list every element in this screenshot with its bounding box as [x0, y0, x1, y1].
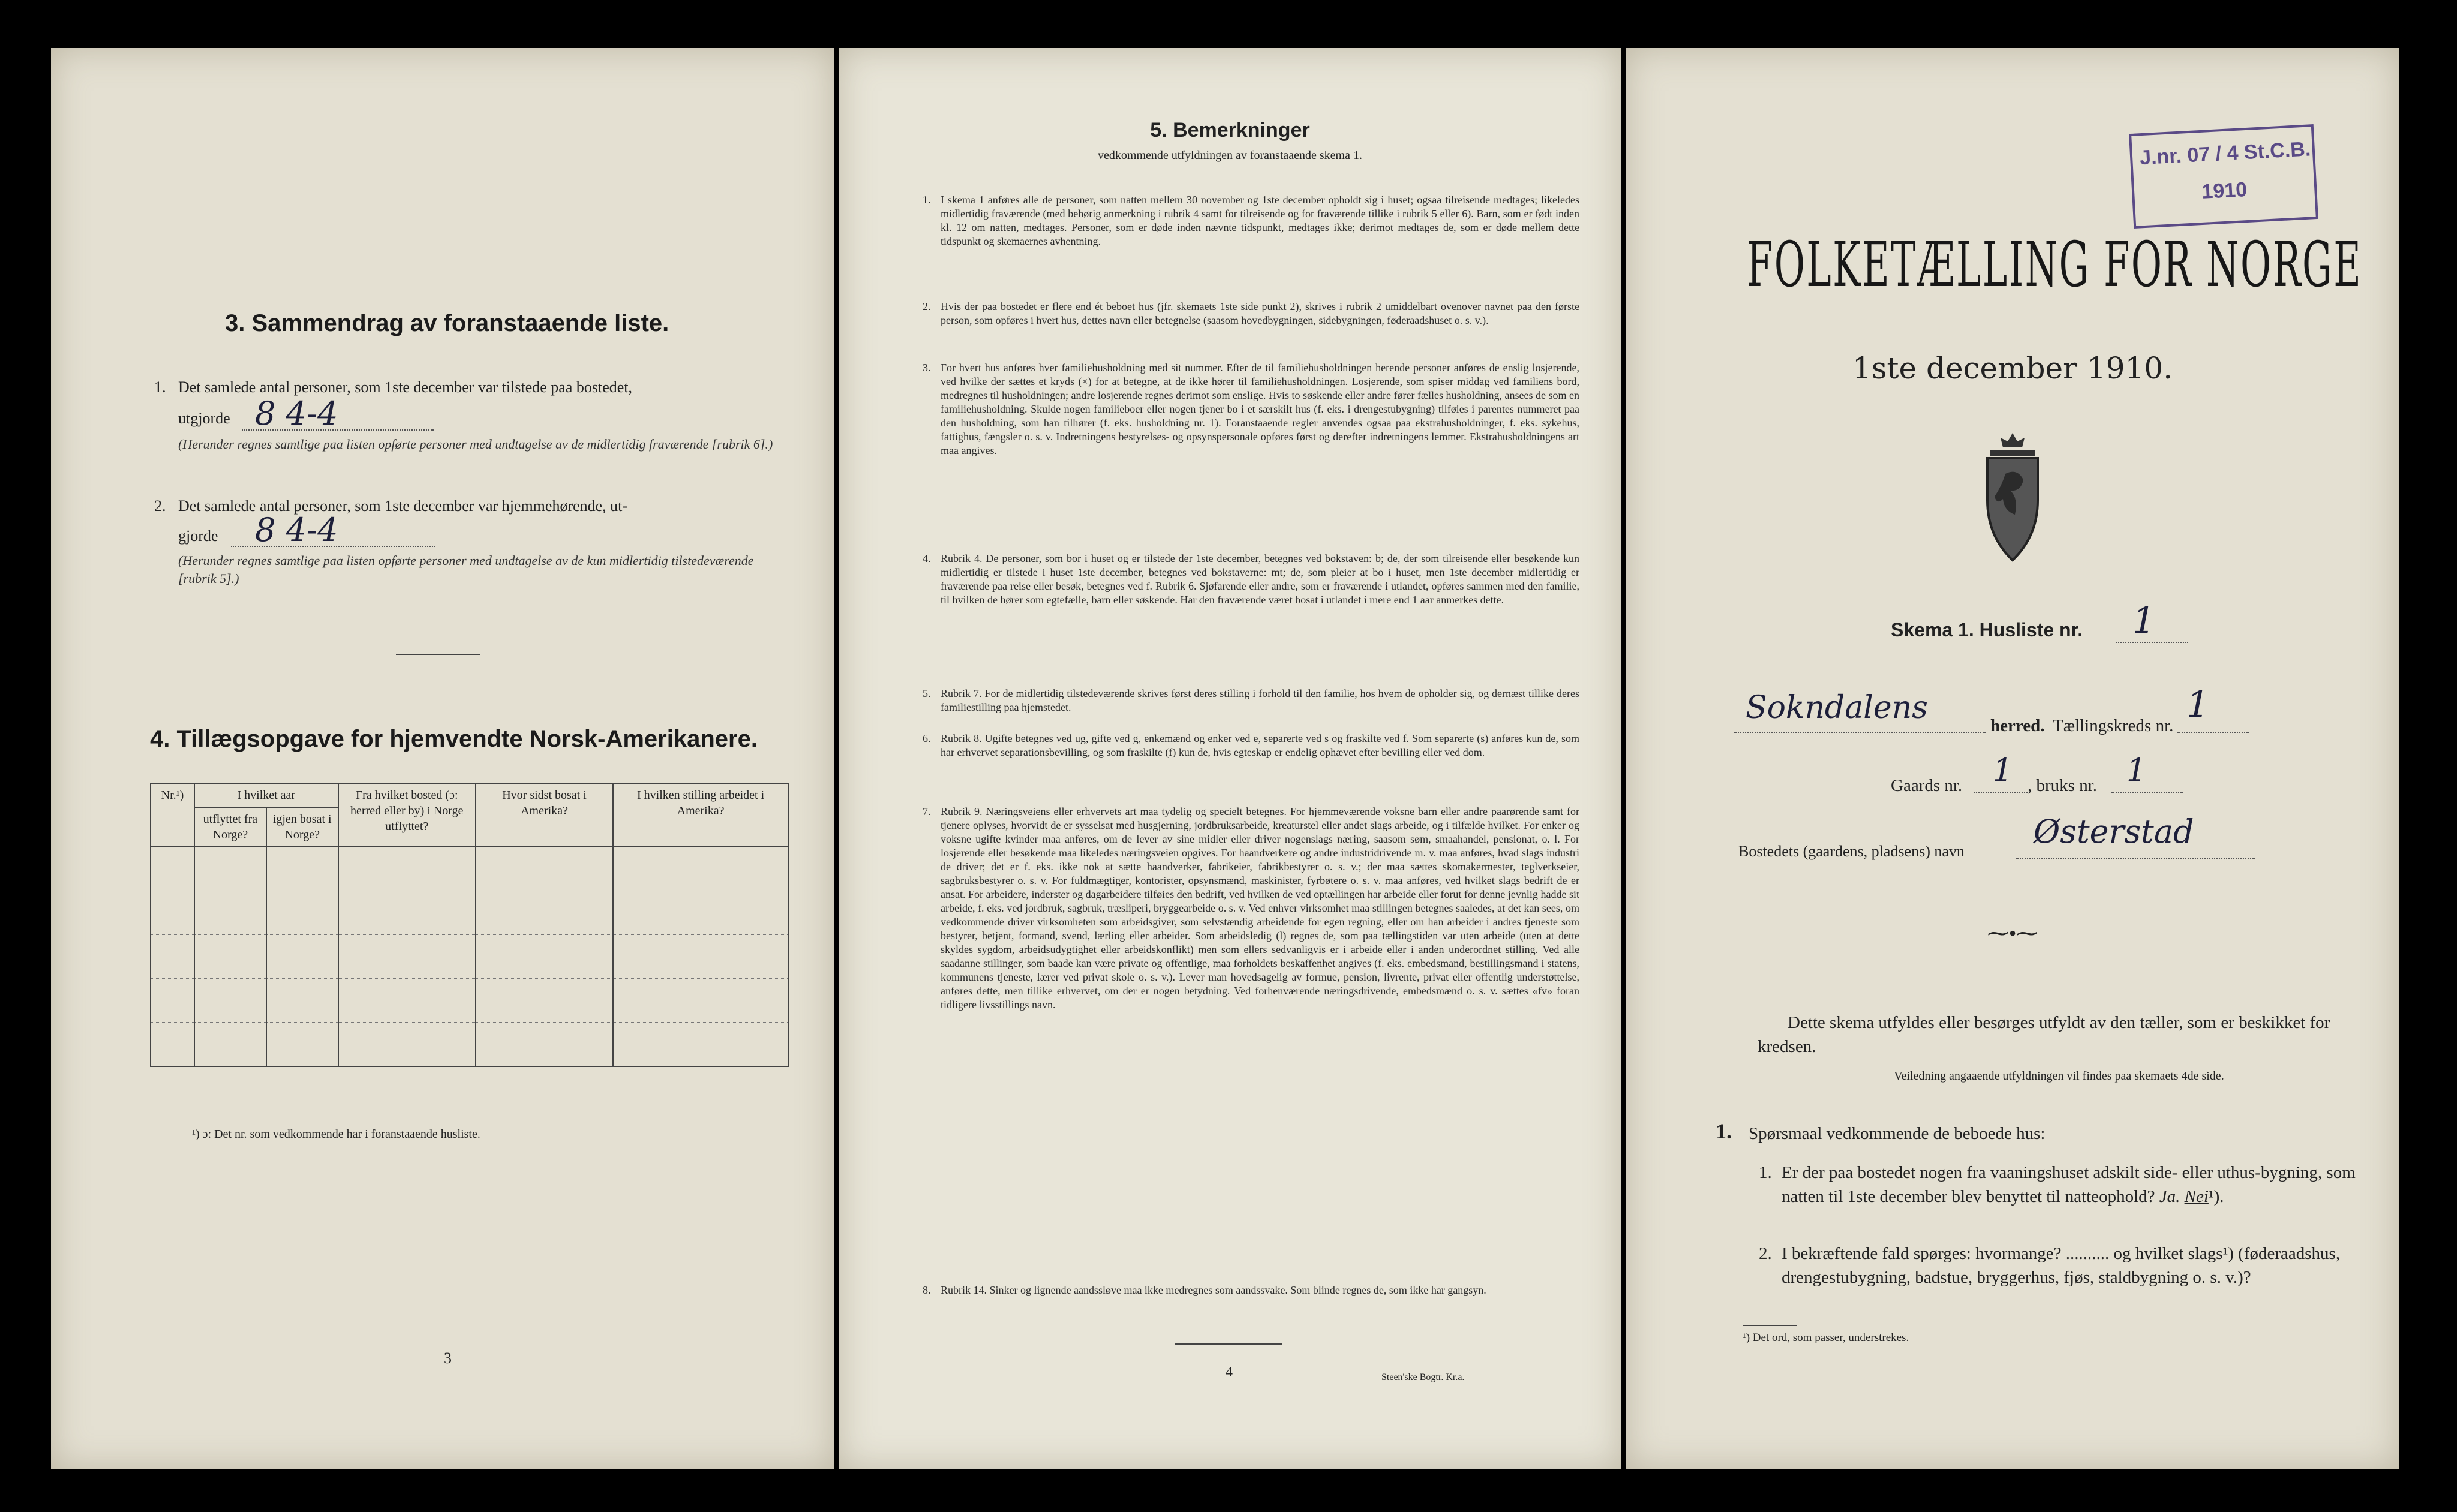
- item2-dotline: [231, 546, 435, 547]
- divider-rule: [396, 654, 480, 655]
- remark-5: 5. Rubrik 7. For de midlertidig tilstedeværende skrives først deres stilling i forhold til den familie, hos hvem de opholder sig, og dernæst tillike deres familiestilling paa hjemstedet.: [923, 687, 1579, 713]
- q2-number: 2.: [1759, 1244, 1772, 1263]
- item1-text: Det samlede antal personer, som 1ste december var tilstede paa bostedet,: [178, 378, 633, 396]
- bosted-dotline: [2016, 858, 2255, 859]
- col-year-out: utflyttet fra Norge?: [194, 807, 266, 847]
- section-3-title: 3. Sammendrag av foranstaaende liste.: [225, 310, 669, 336]
- item1-utgjorde: utgjorde: [178, 410, 230, 427]
- item1-dotline: [242, 429, 434, 431]
- page-number: 4: [1226, 1364, 1233, 1380]
- q2-text: I bekræftende fald spørges: hvormange? .......... og hvilket slags¹) (føderaadshus, drengestubygning, badstue, bryggerhus, fjøs, staldbygning o. s. v.)?: [1782, 1244, 2341, 1287]
- item2-note: (Herunder regnes samtlige paa listen opførte personer med undtagelse av de kun midlertidig tilstedeværende [rubrik 5].): [178, 553, 754, 586]
- guidance-text: Veiledning angaaende utfyldningen vil findes paa skemaets 4de side.: [1894, 1069, 2224, 1083]
- item1-number: 1.: [154, 378, 166, 396]
- remarks-end-rule: [1175, 1343, 1282, 1345]
- item1-note: (Herunder regnes samtlige paa listen opførte personer med undtagelse av de midlertidig fraværende [rubrik 6].): [178, 437, 773, 452]
- table-row: [151, 847, 788, 891]
- page-4-remarks: [839, 48, 1621, 1469]
- item2-handwritten-value: 8 4-4: [255, 511, 338, 549]
- page-3-summary: [51, 48, 834, 1469]
- col-job: I hvilken stilling arbeidet i Amerika?: [613, 783, 788, 847]
- herred-label: herred.: [1990, 716, 2045, 735]
- questions-head-number: 1.: [1716, 1119, 1732, 1143]
- page-number: 3: [444, 1349, 452, 1367]
- table-row: [151, 979, 788, 1023]
- col-from: Fra hvilket bosted (ɔ: herred eller by) i Norge utflyttet?: [338, 783, 476, 847]
- remark-1: 1. I skema 1 anføres alle de personer, som natten mellem 30 november og 1ste december opholdt sig i huset; ogsaa tilreisende medtages; likeledes midlertidig fraværende (med behørig anmerkning i rubrik 4 samt for tilreisende og for fraværende tillike i rubrik 5 eller 6). Barn, som er født inden kl. 12 om natten, medtages. Personer, som er døde inden nævnte tidspunkt, medtages ikke; derimot medtages de, som er døde mellem dette tidspunkt og skemaernes avhentning.: [923, 194, 1579, 247]
- kreds-label: Tællingskreds nr.: [2053, 716, 2174, 735]
- section-4-title: 4. Tillægsopgave for hjemvendte Norsk-Amerikanere.: [150, 726, 758, 752]
- herred-value: Sokndalens: [1746, 690, 1928, 726]
- skema-dotline: [2116, 642, 2188, 643]
- item1-handwritten-value: 8 4-4: [255, 395, 338, 432]
- item2-text: Det samlede antal personer, som 1ste december var hjemmehørende, ut-: [178, 497, 628, 515]
- census-title: FOLKETÆLLING FOR NORGE: [1747, 228, 2363, 301]
- skema-label: Skema 1. Husliste nr.: [1891, 619, 2083, 641]
- remark-7: 7. Rubrik 9. Næringsveiens eller erhvervets art maa tydelig og specielt betegnes. For hjemmeværende voksne barn eller andre paarørende samt for tjenere oplyses, hvorvidt de er sysselsat med husgjerning, jordbruksarbeide, kreaturstel eller andet slags arbeide, og i tilfælde hvilket. For enker og voksne ugifte kvinder maa anføres, om de lever av sine midler eller driver nogenslags næring, saasom søm, smaahandel, pensionat, o. l. For losjerende eller besøkende maa likeledes næringsveien opgives. For haandverkere og andre industridrivende m. v. maa anføres, hvad slags industri de driver; det er f. eks. ikke nok at sætte haandverker, fabrikeier, fabrikbestyrer o. s. v.; der maa sættes skomakermester, teglverkseier, sagbruksbestyrer o. s. v. For fuldmægtiger, kontorister, opsynsmænd, maskinister, fyrbøtere o. s. v. maa anføres, ved hvilket slags bedrift de er ansat. For arbeidere, inderster og dagarbeidere tilføies den bedrift, ved hvilken de ved optællingen har arbeide eller forut for denne jevnlig hadde sit arbeide, f. eks. ved jordbruk, sagbruk, træsliperi, bryggearbeide o. s. v. Ved enhver virksomhet maa stillingen betegnes saaledes, at det kan sees, om vedkommende driver virksomheten som arbeidsgiver, som selvstændig arbeidende for egen regning, eller om han arbeider i andres tjeneste som bestyrer, betjent, formand, svend, lærling eller arbeider. Som arbeidsledig (l) regnes de, som paa tællingstiden var uten arbeide (uten at dette skyldes sygdom, arbeidsudygtighet eller arbeidskonflikt) men som ellers sedvanligvis er i arbeide eller i anden underordnet stilling. Ved alle saadanne stillinger, som baade kan være private og offentlige, maa forholdets beskaffenhet angives (f. eks. embedsmand, bestillingsmand i statens, kommunens tjeneste, lærer ved privat skole o. s. v.). Lever man hovedsagelig av formue, pension, livrente, privat eller offentlig understøttelse, anføres dette, men tillike erhvervet, om der er nogen betydning. Ved forhenværende næringsdrivende, embedsmænd o. s. v. sættes «fv» foran tidligere livsstillings navn.: [923, 805, 1579, 1011]
- ornament-divider: ⁓•⁓: [1987, 921, 2038, 945]
- table-row: [151, 891, 788, 935]
- col-nr: Nr.¹): [151, 783, 194, 847]
- kreds-value: 1: [2186, 684, 2210, 726]
- section-4-footnote: ¹) ɔ: Det nr. som vedkommende har i foranstaaende husliste.: [192, 1128, 480, 1141]
- page-1-cover: [1626, 48, 2399, 1469]
- printer-mark: Steen'ske Bogtr. Kr.a.: [1381, 1372, 1465, 1382]
- q1-text: Er der paa bostedet nogen fra vaaningshuset adskilt side- eller uthus-bygning, som natten til 1ste december blev benyttet til natteophold? Ja. Nei¹).: [1782, 1163, 2356, 1206]
- col-year-group: I hvilket aar: [194, 783, 338, 807]
- remark-2: 2. Hvis der paa bostedet er flere end ét beboet hus (jfr. skemaets 1ste side punkt 2), skrives i rubrik 2 umiddelbart ovenover navnet paa den første person, som opføres i hvert hus, dettes navn eller betegnelse (saasom hovedbygningen, sidebygningen, føderaadshuset o. s. v.).: [923, 300, 1579, 326]
- bruks-dotline: [2111, 792, 2183, 793]
- gaards-label: Gaards nr.: [1891, 776, 1963, 795]
- norsk-amerikanere-table: [150, 783, 789, 1067]
- item2-utgjorde: gjorde: [178, 527, 218, 545]
- col-last: Hvor sidst bosat i Amerika?: [476, 783, 613, 847]
- skema-value: 1: [2132, 600, 2156, 642]
- q1-answer-nei: Nei: [2184, 1187, 2209, 1206]
- bruks-value: 1: [2126, 753, 2147, 789]
- table-row: [151, 935, 788, 979]
- census-date: 1ste december 1910.: [1852, 351, 2173, 386]
- bosted-label: Bostedets (gaardens, pladsens) navn: [1738, 843, 1965, 860]
- table-row: [151, 1023, 788, 1067]
- herred-dotline: [1734, 732, 1986, 733]
- remarks-title: 5. Bemerkninger: [1150, 119, 1310, 142]
- instruction-text: Dette skema utfyldes eller besørges utfyldt av den tæller, som er beskikket for kredsen.: [1758, 1013, 2330, 1056]
- item2-number: 2.: [154, 497, 166, 515]
- bruks-label: , bruks nr.: [2028, 776, 2097, 795]
- q1-number: 1.: [1759, 1163, 1772, 1182]
- remarks-subtitle: vedkommende utfyldningen av foranstaaende skema 1.: [1098, 149, 1362, 162]
- remark-6: 6. Rubrik 8. Ugifte betegnes ved ug, gifte ved g, enkemænd og enker ved e, separerte ved s og fraskilte ved f. Som separerte (s) anføres kun de, som har erhvervet separationsbevilling, og som fraskilte (f) kun de, hvis egteskap er endelig ophævet efter bevilling eller ved dom.: [923, 732, 1579, 758]
- journal-stamp: J.nr. 07 / 4 St.C.B. 1910: [2129, 124, 2318, 229]
- footnote-rule: [1743, 1325, 1797, 1326]
- bosted-value: Østerstad: [2034, 813, 2194, 850]
- remark-8: 8. Rubrik 14. Sinker og lignende aandssløve maa ikke medregnes som aandssvake. Som blinde regnes de, som ikke har gangsyn.: [923, 1284, 1486, 1296]
- coat-of-arms-icon: [1977, 432, 2048, 564]
- remark-4: 4. Rubrik 4. De personer, som bor i huset og er tilstede der 1ste december, betegnes ved bokstaven: b; de, der som tilreisende eller besøkende kun midlertidig er tilstede i huset 1ste december, betegnes ved bokstaverne: mt; de, som pleier at bo i huset, men 1ste december midlertidig er fraværende paa reise eller besøk, betegnes ved f. Rubrik 6. Sjøfarende eller andre, som er fraværende i utlandet, opføres sammen med den familie, til hvilken de hører som egtefælle, barn eller søskende. Har den fraværende været bosat i utlandet i mere end 1 aar anmerkes dette.: [923, 552, 1579, 606]
- questions-head: Spørsmaal vedkommende de beboede hus:: [1749, 1124, 2046, 1143]
- kreds-dotline: [2177, 732, 2249, 733]
- remark-3: 3. For hvert hus anføres hver familiehusholdning med sit nummer. Efter de til familiehusholdningen herende personer anføres de enslig losjerende, ved hvilke der sættes et kryds (×) for at betegne, at de ikke hører til familiehusholdningen. Losjerende, som spiser middag ved familiens bord, medregnes til husholdningen; andre losjerende regnes derimot som enslige. Hvis to søskende eller andre fører fælles husholdning, ansees de som en familiehusholdning. Skulde nogen familieboer eller nogen tjener bo i et særskilt hus (f. eks. i drengestubygning) tilføies i parentes nummeret paa den husholdning, som han tilhører (f. eks. husholdning nr. 1). Foranstaaende regler anvendes ogsaa paa ekstrahusholdninger, f. eks. sykehus, fattighus, fængsler o. s. v. Indretningens bestyrelses- og opsynspersonale opføres først og derefter indretningens lemmer. Ekstrahusholdningens art maa angives.: [923, 362, 1579, 456]
- gaards-dotline: [1974, 792, 2028, 793]
- page-footnote: ¹) Det ord, som passer, understrekes.: [1743, 1331, 1909, 1344]
- col-year-back: igjen bosat i Norge?: [266, 807, 338, 847]
- gaards-value: 1: [1993, 753, 2013, 789]
